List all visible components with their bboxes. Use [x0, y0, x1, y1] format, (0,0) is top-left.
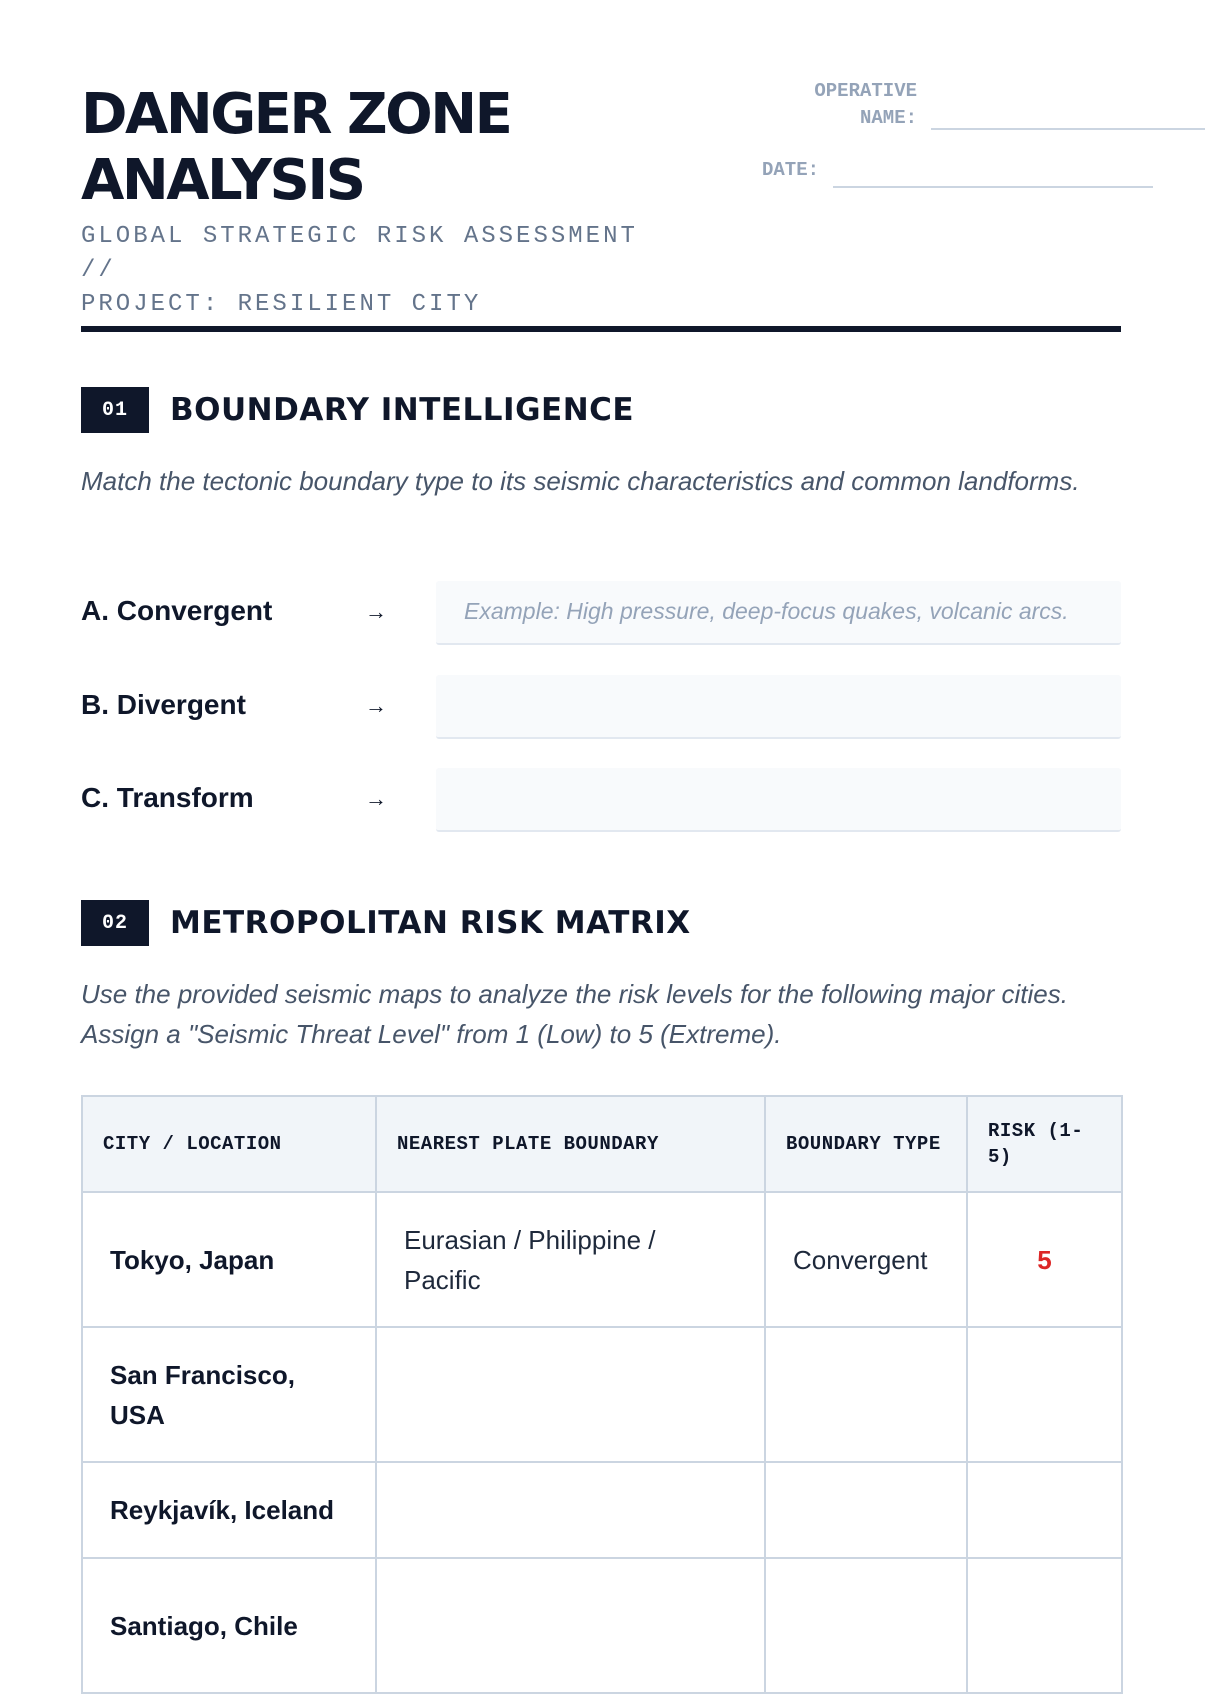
operative-label-line-1: OPERATIVE [814, 80, 917, 102]
section-1-title: BOUNDARY INTELLIGENCE [170, 392, 635, 428]
match-row-transform [81, 768, 1121, 832]
city-cell: San Francisco, USA [82, 1327, 376, 1462]
section-2-heading [81, 900, 691, 946]
type-cell[interactable] [765, 1327, 967, 1462]
subtitle-line-1: GLOBAL STRATEGIC RISK ASSESSMENT // [81, 223, 638, 284]
arrow-right-icon: → [365, 786, 387, 811]
arrow-right-icon: → [365, 693, 387, 718]
answer-field-transform[interactable] [436, 768, 1121, 832]
page-subtitle [81, 220, 681, 322]
risk-cell[interactable] [967, 1327, 1122, 1462]
city-cell: Tokyo, Japan [82, 1192, 376, 1327]
match-label-divergent: B. Divergent [81, 689, 246, 720]
worksheet-header [81, 0, 1121, 334]
title-line-1: DANGER ZONE [81, 82, 511, 147]
match-label-transform: C. Transform [81, 782, 254, 813]
section-1-heading [81, 387, 634, 433]
boundary-cell[interactable]: Eurasian / Philippine / Pacific [376, 1192, 765, 1327]
match-label-convergent: A. Convergent [81, 595, 273, 626]
boundary-cell[interactable] [376, 1462, 765, 1558]
operative-name-label [711, 78, 917, 132]
risk-matrix-table [81, 1095, 1123, 1694]
type-cell[interactable]: Convergent [765, 1192, 967, 1327]
type-cell[interactable] [765, 1558, 967, 1693]
table-row [82, 1327, 1122, 1462]
type-cell[interactable] [765, 1462, 967, 1558]
date-label: DATE: [761, 159, 819, 181]
section-2-number-badge: 02 [81, 900, 149, 946]
header-divider [81, 326, 1121, 332]
match-row-convergent [81, 581, 1121, 645]
table-header-row [82, 1096, 1122, 1192]
boundary-cell[interactable] [376, 1558, 765, 1693]
column-header-type: BOUNDARY TYPE [765, 1096, 967, 1192]
table-row [82, 1192, 1122, 1327]
section-2-title: METROPOLITAN RISK MATRIX [170, 905, 691, 941]
match-row-divergent [81, 675, 1121, 739]
city-cell: Santiago, Chile [82, 1558, 376, 1693]
column-header-boundary: NEAREST PLATE BOUNDARY [376, 1096, 765, 1192]
table-row [82, 1462, 1122, 1558]
table-row [82, 1558, 1122, 1693]
date-input-line[interactable] [833, 150, 1153, 188]
operative-name-input-line[interactable] [931, 82, 1205, 130]
city-cell: Reykjavík, Iceland [82, 1462, 376, 1558]
title-line-2: ANALYSIS [81, 148, 364, 213]
boundary-cell[interactable] [376, 1327, 765, 1462]
worksheet-page [81, 0, 1121, 1641]
page-title [81, 82, 510, 214]
date-field [679, 150, 1153, 184]
operative-label-line-2: NAME: [859, 107, 917, 129]
column-header-city: CITY / LOCATION [82, 1096, 376, 1192]
section-1-instructions: Match the tectonic boundary type to its seismic characteristics and common landforms. [81, 466, 1080, 496]
risk-cell[interactable] [967, 1558, 1122, 1693]
operative-name-field [711, 78, 1205, 132]
risk-cell[interactable]: 5 [967, 1192, 1122, 1327]
arrow-right-icon: → [365, 599, 387, 624]
subtitle-line-2: PROJECT: RESILIENT CITY [81, 291, 482, 318]
risk-cell[interactable] [967, 1462, 1122, 1558]
section-2-instructions: Use the provided seismic maps to analyze the risk levels for the following major cities. Assign a "Seismic Threat Level" from 1 (Low) to 5 (Extreme). [81, 979, 1068, 1049]
section-1-number-badge: 01 [81, 387, 149, 433]
column-header-risk: RISK (1-5) [967, 1096, 1122, 1192]
answer-field-convergent[interactable]: Example: High pressure, deep-focus quakes, volcanic arcs. [436, 581, 1121, 645]
answer-field-divergent[interactable] [436, 675, 1121, 739]
